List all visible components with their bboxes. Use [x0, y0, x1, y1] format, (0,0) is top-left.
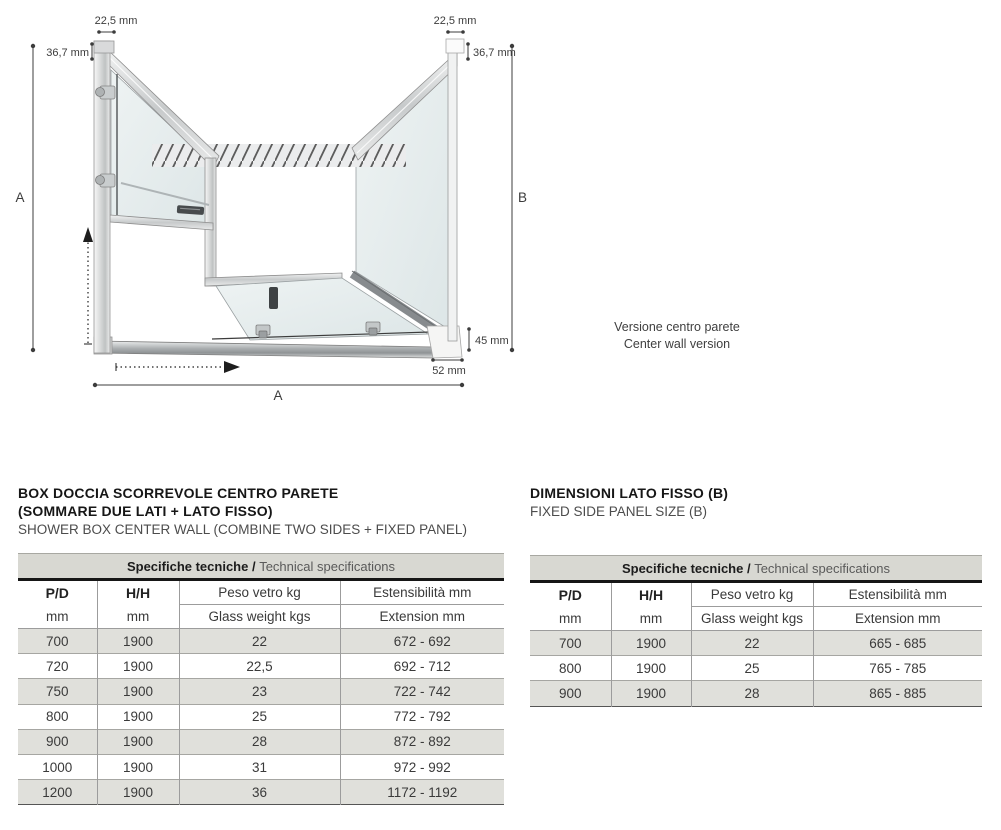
- table-cell: 672 - 692: [340, 629, 504, 654]
- bottom-tray-rail: [96, 341, 433, 358]
- table-row: [18, 704, 504, 729]
- col-header-weight-en: Glass weight kgs: [691, 607, 813, 631]
- dim-bottom-width-label: 52 mm: [432, 365, 466, 377]
- right-title-line1: DIMENSIONI LATO FISSO (B): [530, 485, 729, 501]
- dim-top-right-width-line: [446, 30, 465, 34]
- slide-arrow-up: [83, 227, 93, 344]
- version-caption-line2: Center wall version: [623, 337, 731, 351]
- dim-left-depth-line: [90, 42, 94, 61]
- table-cell: 765 - 785: [813, 656, 982, 681]
- col-header-hh-unit: mm: [611, 607, 691, 631]
- table-row: [530, 656, 982, 681]
- right-wall-profile: [448, 41, 457, 341]
- side-a-label: A: [15, 190, 25, 205]
- band-regular-text: Technical specifications: [754, 560, 891, 576]
- col-header-extension-en: Extension mm: [813, 607, 982, 631]
- table-cell: 1900: [611, 681, 691, 706]
- table-cell: 750: [18, 679, 97, 704]
- table-cell: 1900: [611, 631, 691, 656]
- left-title-line1: BOX DOCCIA SCORREVOLE CENTRO PARETE: [18, 485, 339, 501]
- column-header-row-2: [18, 605, 504, 629]
- left-top-cap: [94, 41, 114, 53]
- table-cell: 900: [18, 729, 97, 754]
- col-header-extension-it: Estensibilità mm: [813, 582, 982, 607]
- table-cell: 36: [179, 780, 340, 805]
- table-cell: 1900: [97, 629, 179, 654]
- band-regular-text: Technical specifications: [259, 558, 396, 574]
- table-cell: 665 - 685: [813, 631, 982, 656]
- table-cell: 1900: [97, 729, 179, 754]
- right-top-cap: [446, 39, 464, 53]
- dim-bottom-width-line: [431, 358, 464, 362]
- table-cell: 1900: [97, 704, 179, 729]
- band-bold-text: Specifiche tecniche /: [126, 558, 260, 574]
- col-header-hh-unit: mm: [97, 605, 179, 629]
- table-cell: 872 - 892: [340, 729, 504, 754]
- dim-bottom-height-label: 45 mm: [475, 335, 509, 347]
- table-cell: 1900: [97, 780, 179, 805]
- col-header-hh: H/H: [611, 582, 691, 607]
- table-cell: 22: [691, 631, 813, 656]
- col-header-weight-it: Peso vetro kg: [691, 582, 813, 607]
- table-cell: 1200: [18, 780, 97, 805]
- table-cell: 28: [179, 729, 340, 754]
- right-title-subtitle: FIXED SIDE PANEL SIZE (B): [530, 504, 708, 519]
- table-cell: 772 - 792: [340, 704, 504, 729]
- table-row: [18, 629, 504, 654]
- table-cell: 720: [18, 654, 97, 679]
- table-cell: 692 - 712: [340, 654, 504, 679]
- dim-top-left-width-label: 22,5 mm: [94, 15, 138, 27]
- dimension-side-b: [510, 44, 514, 352]
- table-cell: 722 - 742: [340, 679, 504, 704]
- col-header-weight-it: Peso vetro kg: [179, 580, 340, 605]
- inner-corner-profile: [205, 158, 216, 286]
- table-row: [530, 681, 982, 706]
- dimension-side-a: [31, 44, 35, 352]
- left-spec-table: [18, 553, 504, 805]
- table-cell: 31: [179, 754, 340, 779]
- table-row: [530, 631, 982, 656]
- table-row: [18, 754, 504, 779]
- bottom-a-label: A: [273, 388, 283, 403]
- version-caption-line1: Versione centro parete: [614, 320, 740, 334]
- table-cell: 700: [530, 631, 611, 656]
- dim-top-left-width-line: [97, 30, 116, 34]
- left-section-title: [18, 484, 467, 539]
- table-cell: 23: [179, 679, 340, 704]
- table-cell: 1900: [97, 754, 179, 779]
- table-row: [18, 780, 504, 805]
- table-cell: 22: [179, 629, 340, 654]
- dim-top-right-width-label: 22,5 mm: [433, 15, 477, 27]
- col-header-pd-unit: mm: [18, 605, 97, 629]
- table-cell: 1900: [97, 654, 179, 679]
- table-cell: 28: [691, 681, 813, 706]
- band-bold-text: Specifiche tecniche /: [621, 560, 755, 576]
- column-header-row-2: [530, 607, 982, 631]
- table-cell: 865 - 885: [813, 681, 982, 706]
- slide-arrow-right: [116, 361, 240, 373]
- col-header-extension-it: Estensibilità mm: [340, 580, 504, 605]
- col-header-pd-unit: mm: [530, 607, 611, 631]
- column-header-row-1: [18, 580, 504, 605]
- table-cell: 25: [691, 656, 813, 681]
- dim-right-depth-label: 36,7 mm: [473, 47, 516, 59]
- left-title-line2: (SOMMARE DUE LATI + LATO FISSO): [18, 503, 273, 519]
- table-cell: 22,5: [179, 654, 340, 679]
- col-header-weight-en: Glass weight kgs: [179, 605, 340, 629]
- col-header-extension-en: Extension mm: [340, 605, 504, 629]
- left-title-subtitle: SHOWER BOX CENTER WALL (COMBINE TWO SIDES + FIXED PANEL): [18, 522, 467, 537]
- col-header-pd: P/D: [18, 580, 97, 605]
- table-title-band: [18, 554, 504, 580]
- table-cell: 800: [18, 704, 97, 729]
- col-header-hh: H/H: [97, 580, 179, 605]
- right-spec-table: [530, 555, 982, 707]
- dim-bottom-height-line: [467, 327, 471, 352]
- dim-left-depth-label: 36,7 mm: [46, 47, 89, 59]
- table-cell: 700: [18, 629, 97, 654]
- table-cell: 1172 - 1192: [340, 780, 504, 805]
- col-header-pd: P/D: [530, 582, 611, 607]
- column-header-row-1: [530, 582, 982, 607]
- table-cell: 1900: [97, 679, 179, 704]
- table-cell: 800: [530, 656, 611, 681]
- table-title-band: [530, 556, 982, 582]
- table-row: [18, 729, 504, 754]
- table-cell: 1000: [18, 754, 97, 779]
- table-cell: 25: [179, 704, 340, 729]
- right-section-title: [530, 484, 728, 521]
- table-row: [18, 654, 504, 679]
- table-cell: 1900: [611, 656, 691, 681]
- table-cell: 972 - 992: [340, 754, 504, 779]
- table-cell: 900: [530, 681, 611, 706]
- table-row: [18, 679, 504, 704]
- bottom-door-handle: [269, 287, 278, 309]
- dim-right-depth-line: [466, 42, 470, 61]
- dimension-bottom-a: [93, 383, 464, 387]
- side-b-label: B: [518, 190, 528, 205]
